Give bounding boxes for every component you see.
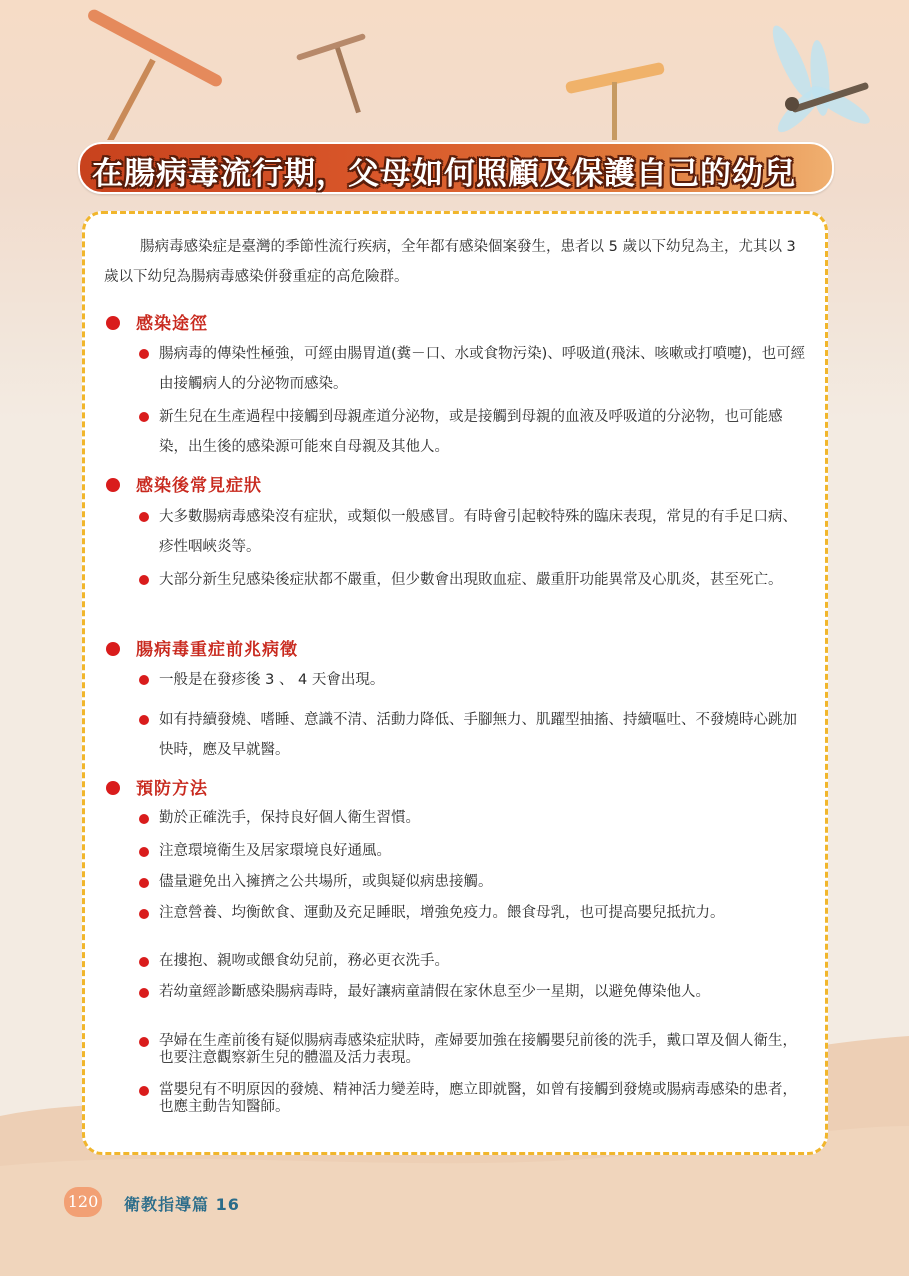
list-item-text: 一般是在發疹後 3 、 4 天會出現。	[159, 672, 385, 688]
title-banner	[78, 142, 834, 194]
bullet-icon	[139, 814, 149, 824]
page-title: 在腸病毒流行期，父母如何照顧及保護自己的幼兒	[92, 156, 796, 192]
section-bullet-icon	[106, 316, 120, 330]
section-bullet-icon	[106, 478, 120, 492]
list-item-text: 大部分新生兒感染後症狀都不嚴重，但少數會出現敗血症、嚴重肝功能異常及心肌炎，甚至死亡。	[159, 572, 783, 588]
intro-paragraph: 腸病毒感染症是臺灣的季節性流行疾病，全年都有感染個案發生，患者以 5 歲以下幼兒為主，尤其以 3 歲以下幼兒為腸病毒感染併發重症的高危險群。	[104, 239, 796, 285]
bullet-icon	[139, 878, 149, 888]
list-item-text: 注意營養、均衡飲食、運動及充足睡眠，增強免疫力。餵食母乳，也可提高嬰兒抵抗力。	[159, 905, 725, 921]
list-item	[139, 339, 811, 399]
bullet-icon	[139, 957, 149, 967]
list-item	[139, 810, 811, 827]
list-item	[139, 705, 811, 765]
list-item-text: 如有持續發燒、嗜睡、意識不清、活動力降低、手腳無力、肌躍型抽搐、持續嘔吐、不發燒時心跳加快時，應及早就醫。	[159, 712, 797, 758]
bullet-icon	[139, 349, 149, 359]
list-item	[139, 502, 811, 562]
section-heading-text: 預防方法	[136, 779, 208, 799]
list-item	[139, 1082, 811, 1116]
section-heading-text: 腸病毒重症前兆病徵	[136, 640, 298, 660]
list-item-text: 儘量避免出入擁擠之公共場所，或與疑似病患接觸。	[159, 874, 493, 890]
bullet-icon	[139, 575, 149, 585]
list-item	[139, 665, 811, 695]
list-item-text: 孕婦在生產前後有疑似腸病毒感染症狀時，產婦要加強在接觸嬰兒前後的洗手，戴口罩及個人衛生，也要注意觀察新生兒的體溫及活力表現。	[159, 1033, 797, 1066]
list-item-text: 勤於正確洗手，保持良好個人衛生習慣。	[159, 810, 420, 826]
section-bullet-icon	[106, 781, 120, 795]
section-heading-text: 感染途徑	[136, 314, 208, 334]
section-heading-symptoms	[106, 471, 262, 497]
bullet-icon	[139, 1037, 149, 1047]
list-item-text: 腸病毒的傳染性極強，可經由腸胃道(糞－口、水或食物污染)、呼吸道(飛沫、咳嗽或打噴嚏)，也可經由接觸病人的分泌物而感染。	[159, 346, 806, 392]
list-item-text: 當嬰兒有不明原因的發燒、精神活力變差時，應立即就醫，如曾有接觸到發燒或腸病毒感染的患者，也應主動告知醫師。	[159, 1082, 797, 1115]
section-heading-text: 感染後常見症狀	[136, 476, 262, 496]
list-item-text: 新生兒在生產過程中接觸到母親產道分泌物，或是接觸到母親的血液及呼吸道的分泌物，也可能感染，出生後的感染源可能來自母親及其他人。	[159, 409, 783, 455]
bullet-icon	[139, 909, 149, 919]
list-item	[139, 905, 811, 922]
bullet-icon	[139, 1086, 149, 1096]
list-item	[139, 565, 811, 595]
bamboo-copter-middle	[296, 33, 366, 113]
list-item-text: 若幼童經診斷感染腸病毒時，最好讓病童請假在家休息至少一星期，以避免傳染他人。	[159, 984, 710, 1000]
bullet-icon	[139, 675, 149, 685]
list-item	[139, 874, 811, 891]
bullet-icon	[139, 412, 149, 422]
bamboo-copter-right	[565, 62, 665, 140]
bullet-icon	[139, 512, 149, 522]
bullet-icon	[139, 988, 149, 998]
section-heading-transmission	[106, 309, 208, 335]
list-item	[139, 984, 811, 1001]
list-item	[139, 1033, 811, 1067]
list-item-text: 注意環境衛生及居家環境良好通風。	[159, 843, 391, 859]
bamboo-copter-left	[86, 7, 224, 140]
list-item	[139, 843, 811, 860]
bamboo-dragonfly-toys-illustration	[0, 0, 909, 140]
section-heading-warning-signs	[106, 635, 298, 661]
list-item-text: 在摟抱、親吻或餵食幼兒前，務必更衣洗手。	[159, 953, 449, 969]
bullet-icon	[139, 847, 149, 857]
bullet-icon	[139, 715, 149, 725]
section-bullet-icon	[106, 642, 120, 656]
section-heading-prevention	[106, 774, 208, 800]
list-item-text: 大多數腸病毒感染沒有症狀，或類似一般感冒。有時會引起較特殊的臨床表現，常見的有手足口病、 疹性咽峽炎等。	[159, 509, 805, 555]
page-number-badge: 120	[64, 1187, 102, 1217]
list-item	[139, 953, 811, 970]
list-item	[139, 402, 811, 462]
footer-section-label: 衛教指導篇 16	[124, 1195, 240, 1214]
dragonfly-icon	[766, 22, 874, 138]
